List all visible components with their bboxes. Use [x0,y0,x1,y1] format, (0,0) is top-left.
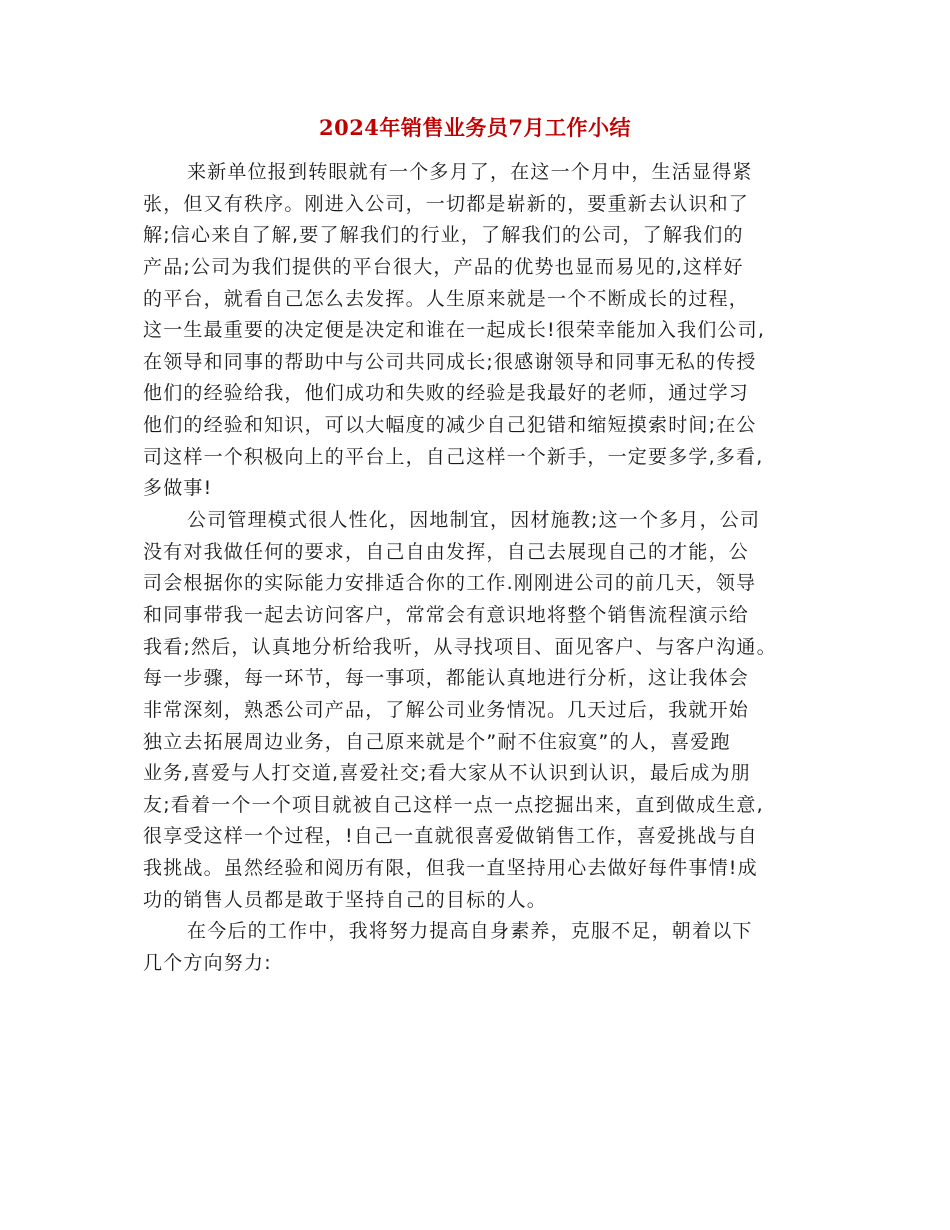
text-line: 的平台，就看自己怎么去发挥。人生原来就是一个不断成长的过程， [143,287,750,310]
text-line: 每一步骤，每一环节，每一事项，都能认真地进行分析，这让我体会 [143,667,750,690]
text-line: 我看;然后，认真地分析给我听，从寻找项目、面见客户、与客户沟通。 [143,635,777,658]
text-line: 产品;公司为我们提供的平台很大，产品的优势也显而易见的,这样好 [143,255,744,278]
text-line: 在今后的工作中，我将努力提高自身素养，克服不足，朝着以下 [187,920,753,943]
text-line: 很享受这样一个过程，!自己一直就很喜爱做销售工作，喜爱挑战与自 [143,825,758,848]
text-line: 功的销售人员都是敢于坚持自己的目标的人。 [143,888,548,911]
text-line: 张，但又有秩序。刚进入公司，一切都是崭新的，要重新去认识和了 [143,192,750,215]
text-line: 司这样一个积极向上的平台上，自己这样一个新手，一定要多学,多看, [143,445,764,468]
text-line: 我挑战。虽然经验和阅历有限，但我一直坚持用心去做好每件事情!成 [143,857,758,880]
text-line: 友;看着一个一个项目就被自己这样一点一点挖掘出来，直到做成生意, [143,793,764,816]
text-line: 他们的经验给我，他们成功和失败的经验是我最好的老师，通过学习 [143,382,750,405]
text-line: 这一生最重要的决定便是决定和谁在一起成长!很荣幸能加入我们公司, [143,319,766,342]
text-line: 非常深刻，熟悉公司产品，了解公司业务情况。几天过后，我就开始 [143,698,750,721]
text-line: 和同事带我一起去访问客户，常常会有意识地将整个销售流程演示给 [143,603,750,626]
text-line: 没有对我做任何的要求，自己自由发挥，自己去展现自己的才能，公 [143,540,750,563]
text-line: 独立去拓展周边业务，自己原来就是个”耐不住寂寞”的人，喜爱跑 [143,730,731,753]
text-line: 几个方向努力: [143,952,272,975]
text-line: 他们的经验和知识，可以大幅度的减少自己犯错和缩短摸索时间;在公 [143,414,757,437]
text-line: 在领导和同事的帮助中与公司共同成长;很感谢领导和同事无私的传授 [143,350,757,373]
text-line: 来新单位报到转眼就有一个多月了，在这一个月中，生活显得紧 [187,161,753,183]
text-line: 司会根据你的实际能力安排适合你的工作.刚刚进公司的前几天，领导 [143,572,757,595]
text-line: 公司管理模式很人性化，因地制宜，因材施教;这一个多月，公司 [187,509,761,532]
text-line: 多做事! [143,477,213,500]
text-line: 业务,喜爱与人打交道,喜爱社交;看大家从不认识到认识，最后成为朋 [143,762,751,785]
text-line: 解;信心来自了解,要了解我们的行业，了解我们的公司，了解我们的 [143,224,744,247]
document-title: 2024年销售业务员7月工作小结 [318,115,632,140]
document-body [143,157,815,980]
